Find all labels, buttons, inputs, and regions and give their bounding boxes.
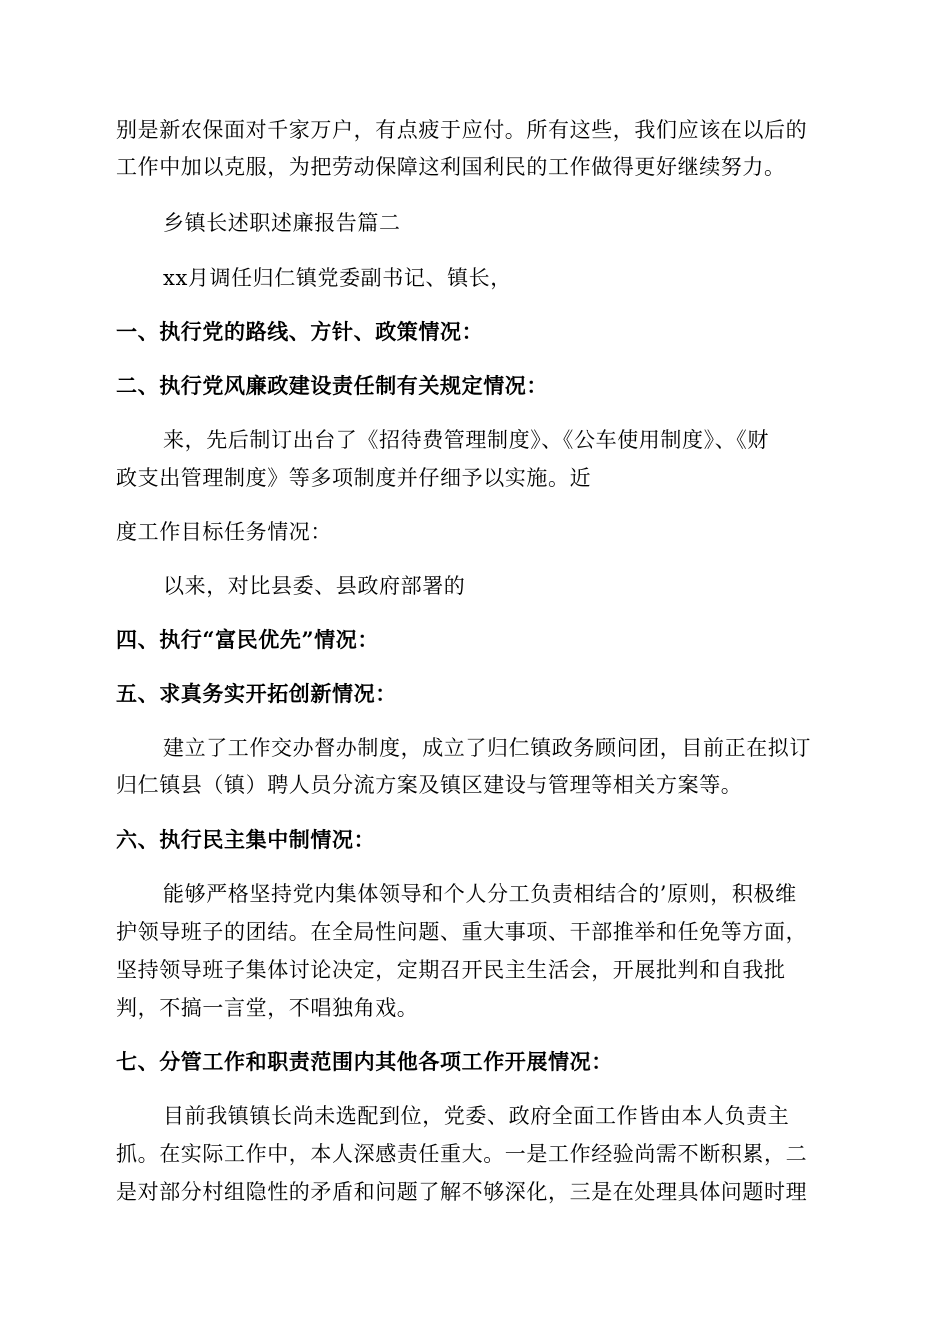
section-heading-6: 六、执行民主集中制情况：	[116, 827, 376, 852]
body-text-line: 度工作目标任务情况：	[116, 520, 332, 544]
body-text-line: 能够严格坚持党内集体领导和个人分工负责相结合的’原则，积极维	[163, 882, 797, 906]
body-text-line: 护领导班子的团结。在全局性问题、重大事项、干部推举和任免等方面，	[116, 920, 808, 944]
section-heading-2: 二、执行党风廉政建设责任制有关规定情况：	[116, 373, 548, 398]
body-text-line: 别是新农保面对千家万户，有点疲于应付。所有这些，我们应该在以后的	[116, 118, 808, 142]
body-text-line: 目前我镇镇长尚未选配到位，党委、政府全面工作皆由本人负责主	[163, 1104, 790, 1128]
body-text-line: 建立了工作交办督办制度，成立了归仁镇政务顾问团，目前正在拟订	[163, 736, 811, 760]
body-text-line: 判，不搞一言堂，不唱独角戏。	[116, 996, 419, 1020]
section-heading-1: 一、执行党的路线、方针、政策情况：	[116, 319, 484, 344]
section-heading-4: 四、执行“富民优先”情况：	[116, 627, 379, 652]
body-text-line: 坚持领导班子集体讨论决定，定期召开民主生活会，开展批判和自我批	[116, 958, 786, 982]
body-text-line: 政支出管理制度》等多项制度并仔细予以实施。近	[116, 466, 592, 490]
body-text-line: 来，先后制订出台了《招待费管理制度》、《公车使用制度》、《财	[163, 428, 769, 452]
body-text-line: 工作中加以克服，为把劳动保障这利国利民的工作做得更好继续努力。	[116, 155, 786, 179]
body-text-line: 归仁镇县（镇）聘人员分流方案及镇区建设与管理等相关方案等。	[116, 773, 743, 797]
body-text-line: 是对部分村组隐性的矛盾和问题了解不够深化，三是在处理具体问题时理	[116, 1180, 808, 1204]
body-text-line: xx月调任归仁镇党委副书记、镇长，	[163, 266, 512, 290]
body-text-line: 以来，对比县委、县政府部署的	[163, 574, 466, 598]
section-heading-7: 七、分管工作和职责范围内其他各项工作开展情况：	[116, 1049, 613, 1074]
body-text-line: 抓。在实际工作中，本人深感责任重大。一是工作经验尚需不断积累，二	[116, 1142, 808, 1166]
section-heading-5: 五、求真务实开拓创新情况：	[116, 681, 397, 706]
section-subtitle: 乡镇长述职述廉报告篇二	[163, 211, 401, 235]
